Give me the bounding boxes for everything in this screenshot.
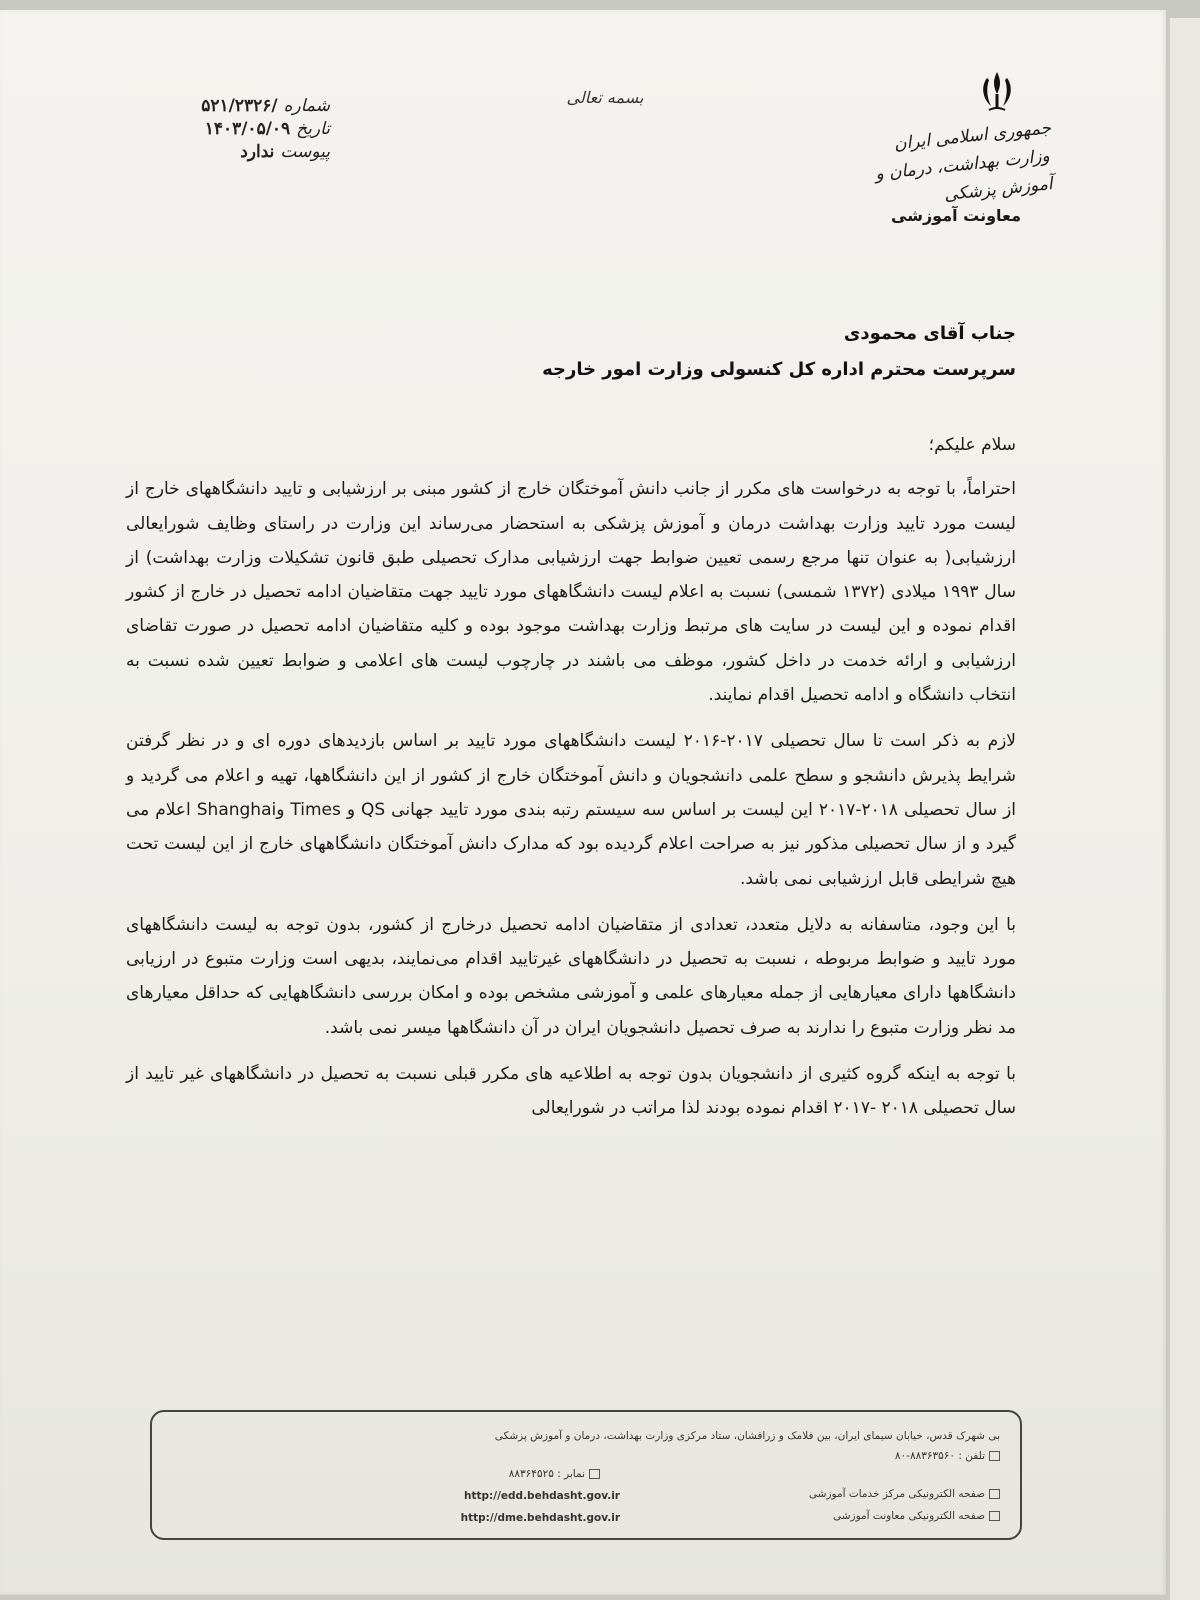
org-name-line1: جمهوری اسلامی ایران	[893, 118, 1053, 155]
footer-fax-text: نمابر : ۸۸۳۶۴۵۲۵	[508, 1468, 585, 1480]
recipient-block	[316, 316, 1016, 388]
footer-address: بی شهرک قدس، خیابان سیمای ایران، بین فلامک و زرافشان، ستاد مرکزی وزارت بهداشت، درمان و آموزش پزشکی	[494, 1430, 1000, 1442]
footer-tel-text: تلفن : ۸۸۳۶۳۵۶۰-۸۰	[894, 1450, 985, 1462]
footer-site2-text: صفحه الکترونیکی معاونت آموزشی	[832, 1510, 985, 1522]
attachment-value: ندارد	[240, 142, 275, 162]
underlying-page-edge	[1169, 18, 1200, 1600]
basmala: بسمه تعالی	[566, 88, 644, 107]
date-value: ۱۴۰۳/۰۵/۰۹	[204, 119, 291, 139]
footer-tel	[895, 1450, 1000, 1462]
paragraph-1: احتراماً، با توجه به درخواست های مکرر از جانب دانش آموختگان خارج از کشور مبنی بر ارزشیابی و تایید دانشگاههای خارج از لیست مورد تایید وزارت بهداشت درمان و آموزش پزشکی به استحضار می‌رساند این وزارت در راستای وظایف شورایعالی ارزشیابی( به عنوان تنها مرجع رسمی تعیین ضوابط جهت ارزشیابی مدارک تحصیلی طبق قانون تشکیلات وزارت بهداشت) از سال ۱۹۹۳ میلادی (۱۳۷۲ شمسی) نسبت به اعلام لیست دانشگاههای مورد تایید جهت متقاضیان ادامه تحصیل در خارج از کشور اقدام نموده و این لیست در سایت های مرتبط وزارت بهداشت موجود بوده و کلیه متقاضیان ادامه تحصیل در صورت تقاضای ارزشیابی و ارائه خدمت در داخل کشور، موظف می باشند در چارچوب لیست های اعلامی و ضوابط تعیین شده نسبت به انتخاب دانشگاه و ادامه تحصیل اقدام نمایند.	[126, 479, 1016, 706]
paragraph-2: لازم به ذکر است تا سال تحصیلی ۲۰۱۷-۲۰۱۶ لیست دانشگاههای مورد تایید بر اساس بازدیدهای دوره ای و در نظر گرفتن شرایط پذیرش دانشجو و سطح علمی دانشجویان و دانش آموختگان خارج از کشور از این دانشگاهها، تهیه و اعلام می گردید و از سال تحصیلی ۲۰۱۸-۲۰۱۷ این لیست بر اساس سه سیستم رتبه بندی مورد تایید جهانی QS و Times وShanghai اعلام می گیرد و از سال تحصیلی مذکور نیز به صراحت اعلام گردیده بود که مدارک دانش آموختگان دانشگاههای خارج از این لیست تحت هیچ شرایطی قابل ارزشیابی نمی باشد.	[126, 731, 1017, 889]
date-row	[150, 118, 330, 141]
phone-icon	[989, 1451, 1000, 1461]
department-name: معاونت آموزشی	[891, 206, 1021, 225]
footer-site1-label	[809, 1488, 1000, 1500]
footer-box	[150, 1410, 1022, 1540]
org-name-line2: وزارت بهداشت، درمان و آموزش پزشکی	[874, 146, 1054, 206]
footer-site1-url[interactable]: http://edd.behdasht.gov.ir	[464, 1490, 620, 1502]
footer-site2-label	[833, 1510, 1000, 1522]
letter-meta	[150, 95, 330, 164]
paragraph-4: با توجه به اینکه گروه کثیری از دانشجویان بدون توجه به اطلاعیه های مکرر قبلی نسبت به تحصیل در دانشگاههای غیر تایید از سال تحصیلی ۲۰۱۸ -۲۰۱۷ اقدام نموده بودند لذا مراتب در شورایعالی	[126, 1064, 1016, 1119]
letter-page	[0, 10, 1166, 1595]
letterhead	[831, 68, 1054, 225]
recipient-title: سرپرست محترم اداره کل کنسولی وزارت امور خارجه	[542, 359, 1016, 380]
number-row	[150, 95, 330, 118]
date-label: تاریخ	[296, 119, 330, 139]
web-icon	[989, 1511, 1000, 1521]
number-label: شماره	[283, 96, 330, 116]
number-value: /۵۲۱/۲۳۲۶	[201, 96, 278, 116]
footer-site1-text: صفحه الکترونیکی مرکز خدمات آموزشی	[808, 1488, 985, 1500]
web-icon	[989, 1489, 1000, 1499]
footer-fax	[509, 1468, 600, 1480]
letter-body	[126, 428, 1016, 1138]
recipient-name: جناب آقای محمودی	[843, 323, 1016, 344]
footer-site2-url[interactable]: http://dme.behdasht.gov.ir	[460, 1512, 620, 1524]
emblem-icon	[973, 68, 1021, 114]
attachment-row	[150, 141, 330, 164]
greeting: سلام علیکم؛	[928, 435, 1016, 455]
fax-icon	[589, 1469, 600, 1479]
paragraph-3: با این وجود، متاسفانه به دلایل متعدد، تعدادی از متقاضیان ادامه تحصیل درخارج از کشور، بدون توجه به لیست دانشگاههای مورد تایید و ضوابط مربوطه ، نسبت به تحصیل در دانشگاههای غیرتایید اقدام می‌نمایند، بدیهی است وزارت متبوع در ارزیابی دانشگاهها دارای معیارهایی از جمله معیارهای علمی و آموزشی مشخص بوده و امکان بررسی دانشگاههایی که حداقل معیارهای مد نظر وزارت متبوع را ندارند به صرف تحصیل دانشجویان ایران در آن دانشگاهها میسر نمی باشد.	[126, 914, 1016, 1038]
attachment-label: پیوست	[280, 142, 330, 162]
